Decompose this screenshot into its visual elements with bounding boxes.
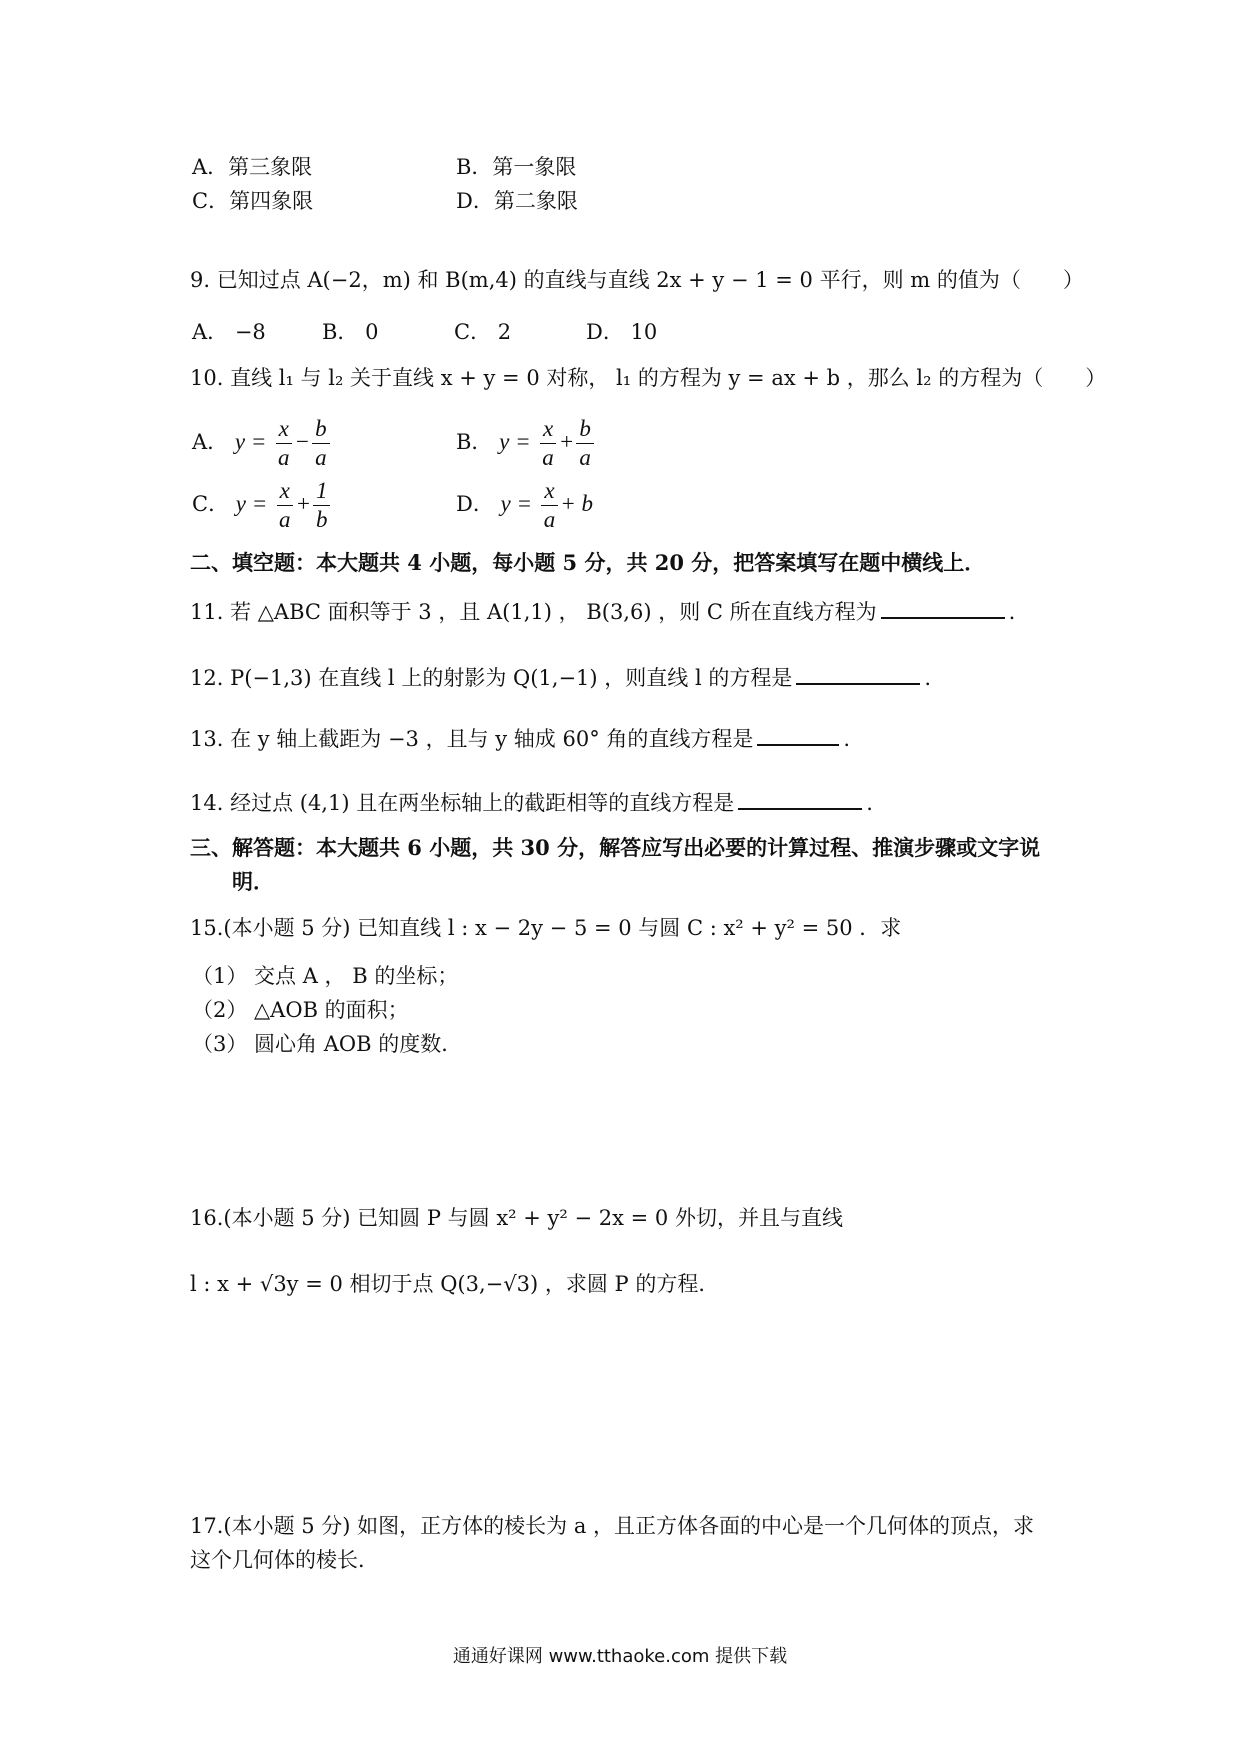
answer-blank bbox=[738, 786, 862, 810]
q15-stem: 15.(本小题 5 分) 已知直线 l : x − 2y − 5 = 0 与圆 C : x² + y² = 50 ．求 bbox=[190, 916, 902, 940]
q15-sub3: （3） 圆心角 AOB 的度数． bbox=[192, 1032, 463, 1056]
q9-option-c: C． 2 bbox=[454, 320, 512, 344]
fraction: $\frac{b}{a}$ bbox=[576, 415, 594, 472]
page-footer: 通通好课网 www.tthaoke.com 提供下载 bbox=[452, 1646, 788, 1667]
q15-sub1: （1） 交点 A ， B 的坐标； bbox=[192, 964, 459, 988]
q11: 11. 若 △ABC 面积等于 3 ，且 A(1,1) ， B(3,6) ，则 C 所在直线方程为 . bbox=[190, 595, 1015, 626]
q10-option-c: C． y = $\frac{x}{a}$ + $\frac{1}{b}$ bbox=[192, 477, 332, 534]
q9-option-a: A． −8 bbox=[192, 320, 266, 344]
q8-option-c: C．第四象限 bbox=[192, 189, 314, 213]
q8-option-a: A．第三象限 bbox=[192, 155, 313, 179]
fraction: $\frac{x}{a}$ bbox=[275, 415, 293, 472]
q10-stem: 10. 直线 l₁ 与 l₂ 关于直线 x + y = 0 对称， l₁ 的方程为 y = ax + b ，那么 l₂ 的方程为（ ） bbox=[190, 366, 1107, 390]
q9-stem: 9. 已知过点 A(−2，m) 和 B(m,4) 的直线与直线 2x + y − 1 = 0 平行，则 m 的值为（ ） bbox=[190, 268, 1084, 292]
q10-option-b: B． y = $\frac{x}{a}$ + $\frac{b}{a}$ bbox=[456, 415, 596, 472]
answer-blank bbox=[757, 722, 839, 746]
q16-line2: l : x + √3y = 0 相切于点 Q(3,−√3) ，求圆 P 的方程． bbox=[190, 1272, 720, 1296]
answer-blank bbox=[796, 661, 920, 685]
answer-blank bbox=[881, 595, 1005, 619]
q12: 12. P(−1,3) 在直线 l 上的射影为 Q(1,−1) ，则直线 l 的方程是 . bbox=[190, 661, 931, 692]
q13: 13. 在 y 轴上截距为 −3 ，且与 y 轴成 60° 角的直线方程是 . bbox=[190, 722, 850, 753]
fraction: $\frac{b}{a}$ bbox=[312, 415, 330, 472]
q9-option-d: D． 10 bbox=[586, 320, 658, 344]
fraction: $\frac{x}{a}$ bbox=[541, 477, 559, 534]
section2-title: 二、填空题：本大题共 4 小题，每小题 5 分，共 20 分，把答案填写在题中横线上． bbox=[190, 550, 986, 575]
q15-sub2: （2） △AOB 的面积； bbox=[192, 998, 409, 1022]
q10-option-d: D． y = $\frac{x}{a}$ + b bbox=[456, 478, 593, 532]
q17-line2: 这个几何体的棱长． bbox=[190, 1548, 379, 1572]
fraction: $\frac{1}{b}$ bbox=[313, 477, 331, 534]
q10-option-a: A． y = $\frac{x}{a}$ − $\frac{b}{a}$ bbox=[192, 415, 332, 472]
section3-title-cont: 明． bbox=[232, 869, 274, 894]
fraction: $\frac{x}{a}$ bbox=[539, 415, 557, 472]
q8-option-d: D．第二象限 bbox=[456, 189, 578, 213]
q16-line1: 16.(本小题 5 分) 已知圆 P 与圆 x² + y² − 2x = 0 外切，并且与直线 bbox=[190, 1206, 843, 1230]
q8-option-b: B．第一象限 bbox=[456, 155, 577, 179]
q17-line1: 17.(本小题 5 分) 如图，正方体的棱长为 a ，且正方体各面的中心是一个几何体的顶点，求 bbox=[190, 1514, 1035, 1538]
q14: 14. 经过点 (4,1) 且在两坐标轴上的截距相等的直线方程是 . bbox=[190, 786, 873, 817]
section3-title: 三、解答题：本大题共 6 小题，共 30 分，解答应写出必要的计算过程、推演步骤或文字说 bbox=[190, 835, 1041, 860]
fraction: $\frac{x}{a}$ bbox=[276, 477, 294, 534]
q9-option-b: B． 0 bbox=[322, 320, 379, 344]
